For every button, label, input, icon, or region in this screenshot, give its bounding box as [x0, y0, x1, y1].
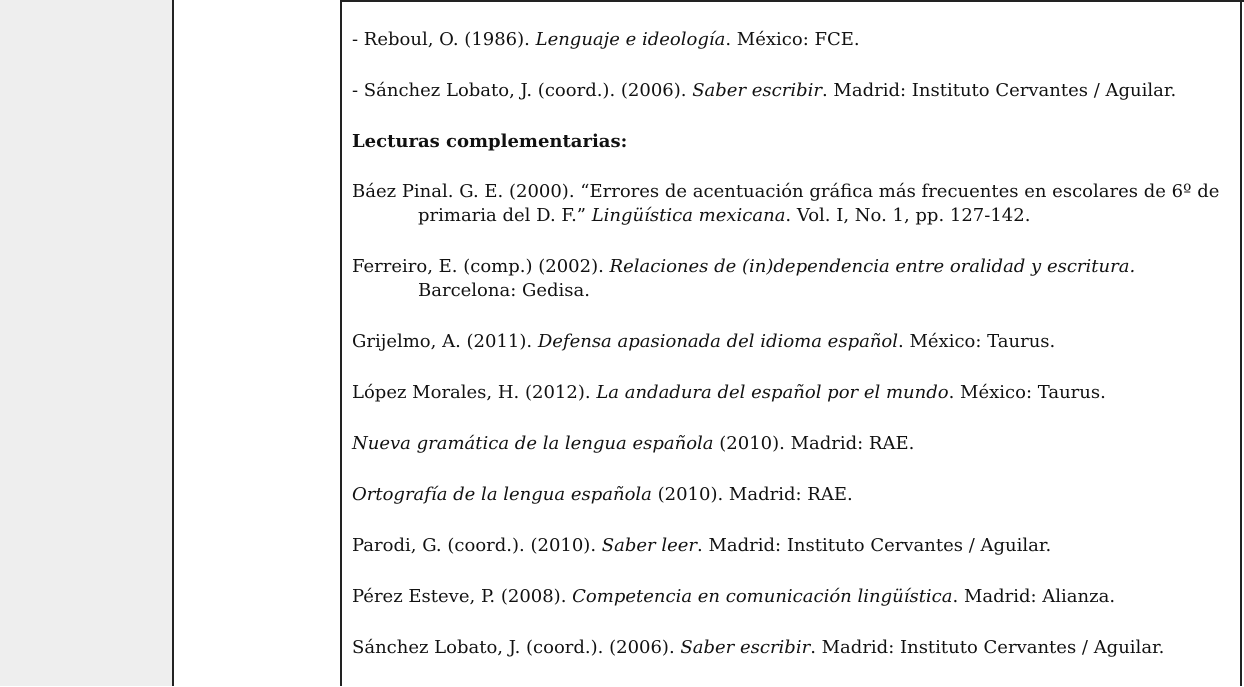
- reference-text: Báez Pinal. G. E. (2000). “Errores de acentuación gráfica más frecuentes en escolares de 6º de primaria del D. F.”: [352, 181, 1220, 226]
- reference-text: Lecturas complementarias:: [352, 131, 628, 152]
- reference-text: . Madrid: Alianza.: [952, 586, 1116, 607]
- reference-text: Pérez Esteve, P. (2008).: [352, 586, 573, 607]
- reference-title: Relaciones de (in)dependencia entre oralidad y escritura.: [609, 256, 1136, 277]
- reference-text: . Madrid: Instituto Cervantes / Aguilar.: [697, 535, 1052, 556]
- reference-entry: [352, 432, 1232, 456]
- table-column-2: [174, 0, 342, 686]
- reference-entry: [352, 636, 1232, 660]
- reference-title: Nueva gramática de la lengua española: [352, 433, 714, 454]
- reference-text: - Reboul, O. (1986).: [352, 29, 536, 50]
- reference-entry: [352, 180, 1232, 228]
- reference-text: . Vol. I, No. 1, pp. 127-142.: [785, 205, 1031, 226]
- reference-text: Barcelona: Gedisa.: [418, 280, 591, 301]
- reference-title: Saber leer: [601, 535, 698, 556]
- reference-title: La andadura del español por el mundo: [596, 382, 949, 403]
- reference-text: Sánchez Lobato, J. (coord.). (2006).: [352, 637, 681, 658]
- table-column-1: [0, 0, 174, 686]
- reference-text: (2010). Madrid: RAE.: [651, 484, 853, 505]
- reference-text: Grijelmo, A. (2011).: [352, 331, 538, 352]
- reference-entry: [352, 330, 1232, 354]
- reference-title: Saber escribir: [692, 80, 822, 101]
- bibliography-list: [352, 28, 1232, 687]
- reference-text: . Madrid: Instituto Cervantes / Aguilar.: [810, 637, 1165, 658]
- reference-text: Parodi, G. (coord.). (2010).: [352, 535, 602, 556]
- table-column-3: [342, 0, 1242, 686]
- reference-entry: [352, 381, 1232, 405]
- reference-text: . México: Taurus.: [898, 331, 1056, 352]
- reference-text: Ferreiro, E. (comp.) (2002).: [352, 256, 610, 277]
- reference-entry: [352, 79, 1232, 103]
- reference-text: (2010). Madrid: RAE.: [713, 433, 915, 454]
- reference-text: López Morales, H. (2012).: [352, 382, 597, 403]
- reference-text: - Sánchez Lobato, J. (coord.). (2006).: [352, 80, 693, 101]
- reference-title: Competencia en comunicación lingüística: [572, 586, 953, 607]
- reference-title: Defensa apasionada del idioma español: [537, 331, 899, 352]
- reference-text: . México: FCE.: [725, 29, 860, 50]
- reference-entry: [352, 255, 1232, 303]
- reference-title: Saber escribir: [680, 637, 811, 658]
- reference-entry: [352, 534, 1232, 558]
- reference-title: Ortografía de la lengua española: [352, 484, 652, 505]
- reference-title: Lenguaje e ideología: [535, 29, 726, 50]
- reference-text: . México: Taurus.: [948, 382, 1106, 403]
- section-heading: [352, 130, 1232, 154]
- reference-entry: [352, 28, 1232, 52]
- reference-title: Lingüística mexicana: [591, 205, 786, 226]
- reference-text: . Madrid: Instituto Cervantes / Aguilar.: [821, 80, 1177, 101]
- reference-entry: [352, 585, 1232, 609]
- reference-entry: [352, 483, 1232, 507]
